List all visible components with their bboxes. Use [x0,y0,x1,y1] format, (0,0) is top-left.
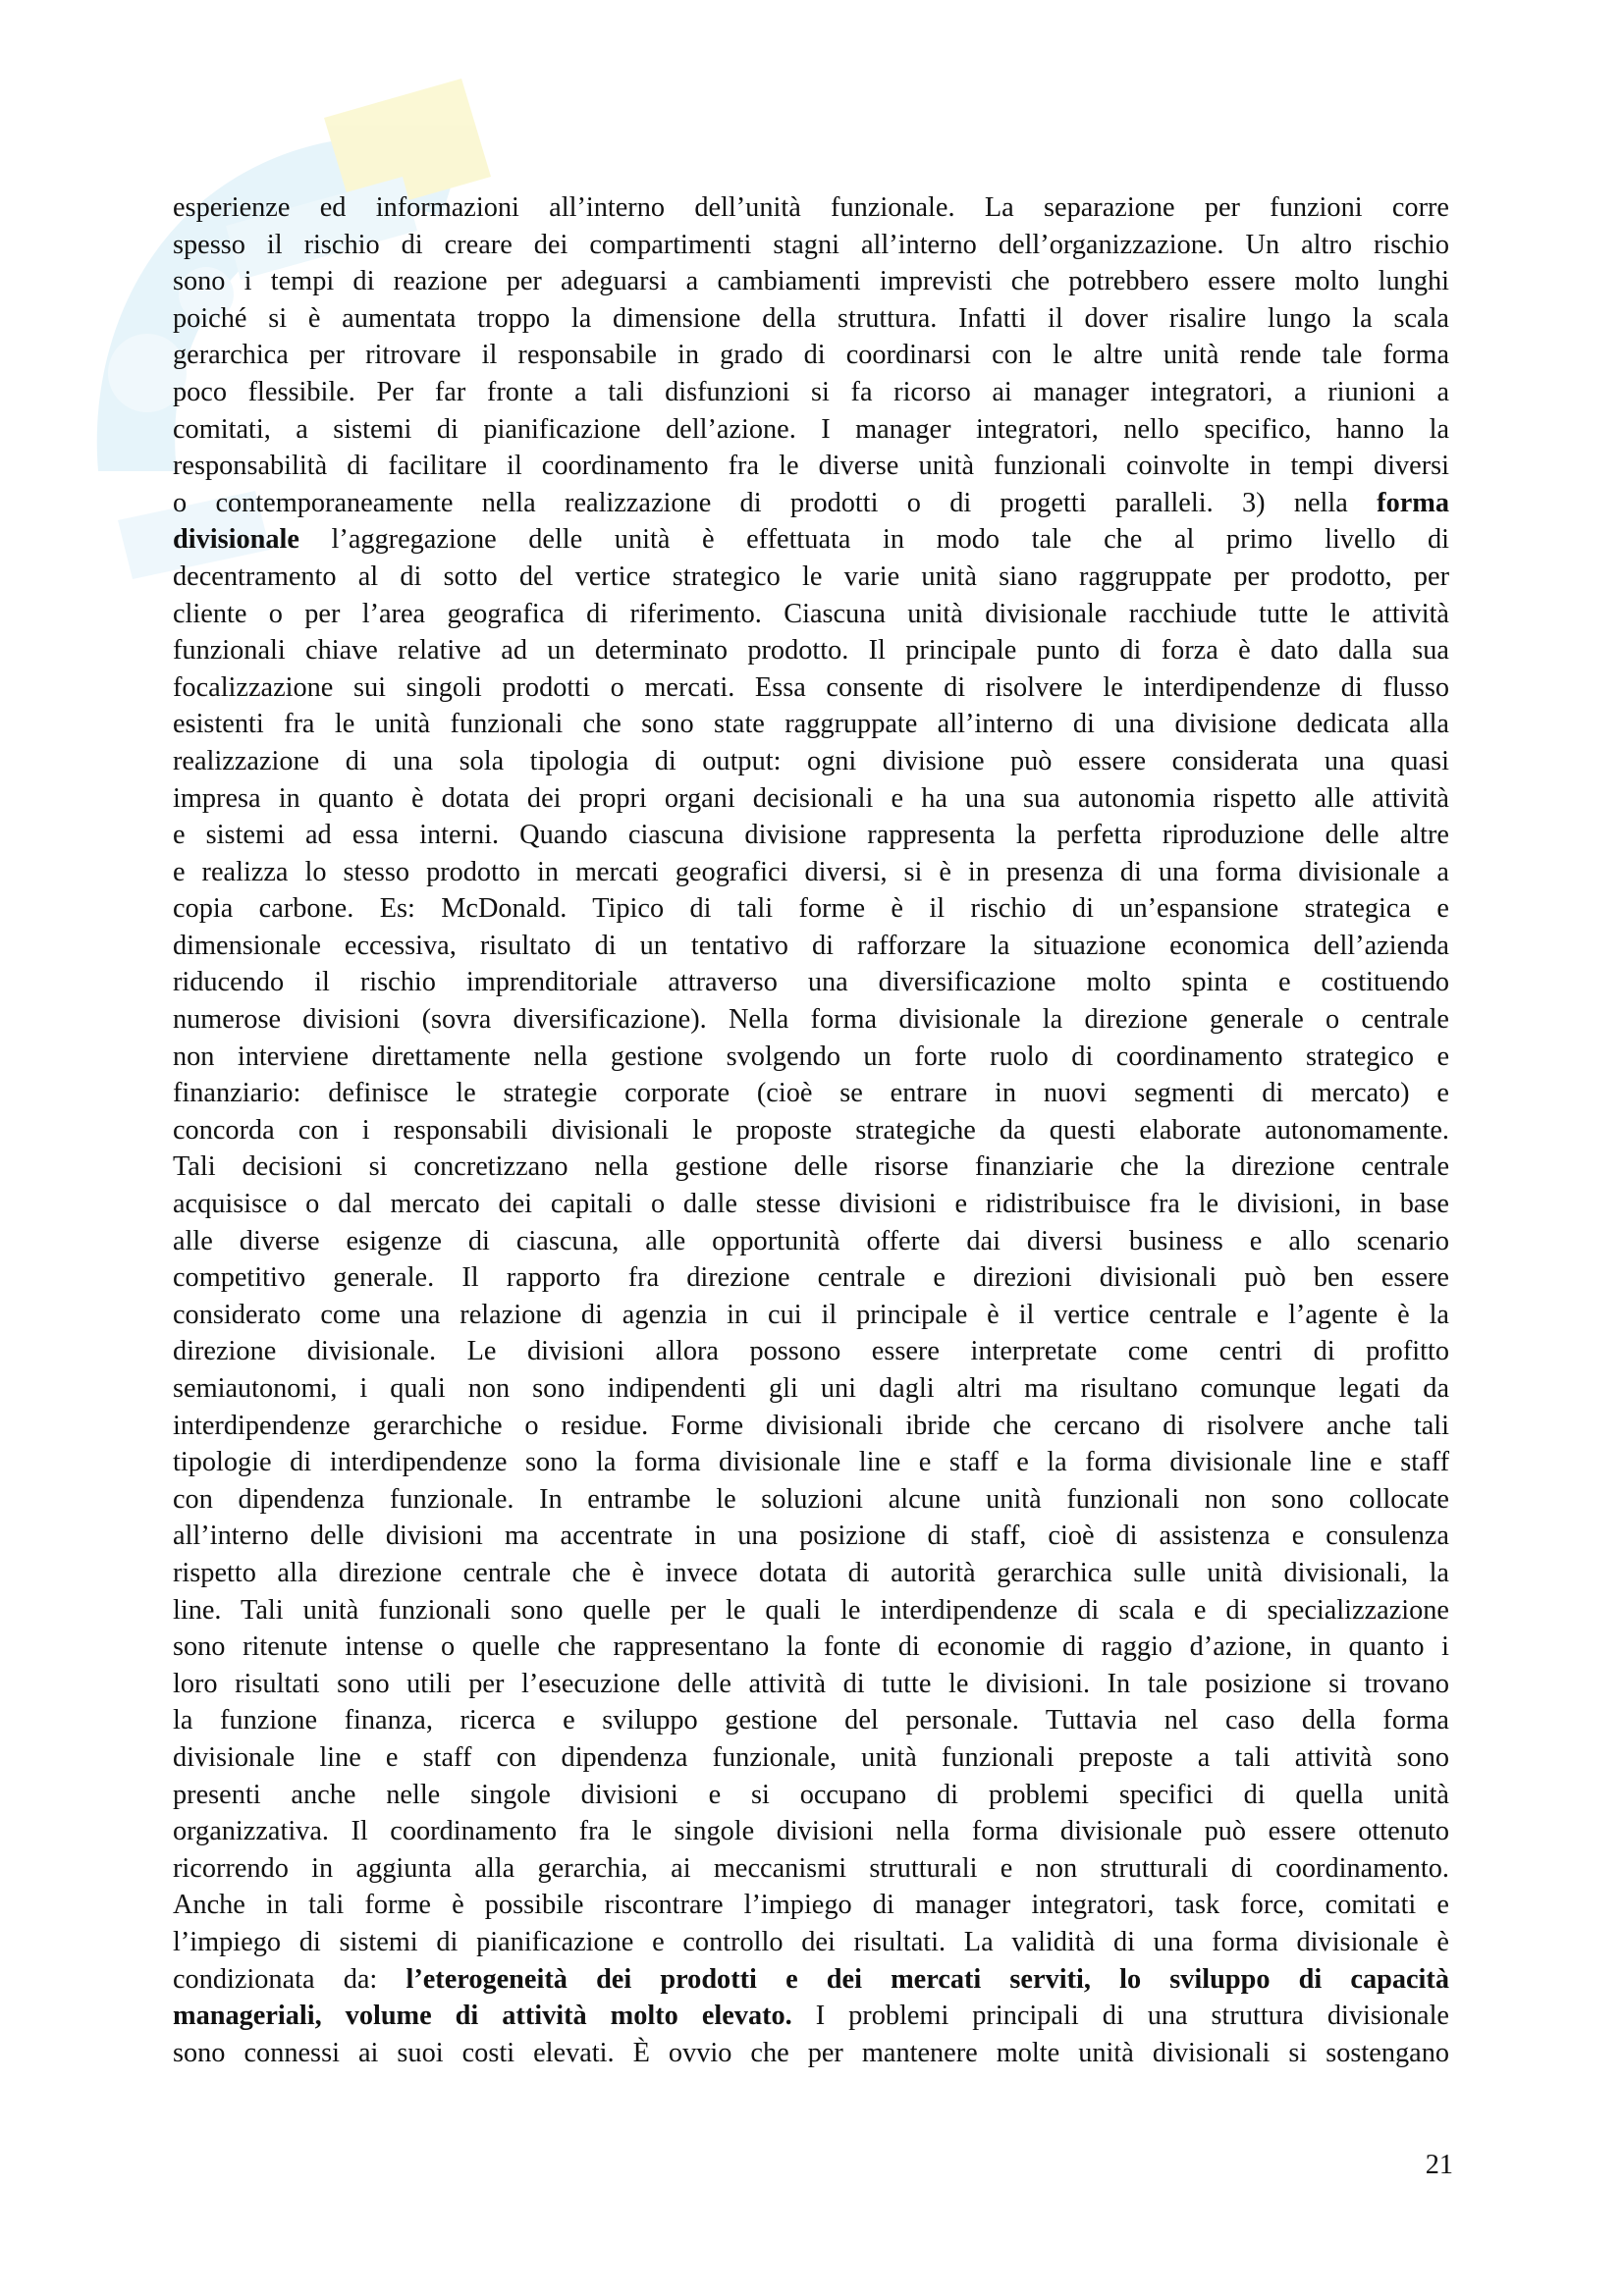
text-line [173,1629,1449,1666]
text-run: comitati, a sistemi di pianificazione dell’azione. I manager integratori, nello specifico, hanno la [173,413,1449,445]
page-number: 21 [1425,2150,1453,2180]
text-line [173,2035,1449,2072]
text-line [173,189,1449,227]
text-line [173,1333,1449,1370]
text-run: considerato come una relazione di agenzia in cui il principale è il vertice centrale e l’agente è la [173,1299,1449,1330]
text-line [173,1259,1449,1297]
text-line [173,1739,1449,1777]
text-run: alle diverse esigenze di ciascuna, alle opportunità offerte dai diversi business e allo scenario [173,1225,1449,1256]
text-line [173,1001,1449,1039]
text-line [173,1408,1449,1445]
text-run: spesso il rischio di creare dei compartimenti stagni all’interno dell’organizzazione. Un altro rischio [173,229,1449,260]
text-line [173,1186,1449,1223]
text-line [173,448,1449,485]
text-line [173,485,1449,522]
text-run: numerose divisioni (sovra diversificazione). Nella forma divisionale la direzione generale o centrale [173,1004,1449,1036]
bold-text-run: forma [1377,487,1449,518]
text-line [173,1555,1449,1592]
text-run: o contemporaneamente nella realizzazione di prodotti o di progetti paralleli. 3) nella [173,487,1378,518]
text-run: Anche in tali forme è possibile riscontrare l’impiego di manager integratori, task force, comitati e [173,1890,1449,1921]
text-run: riducendo il rischio imprenditoriale attraverso una diversificazione molto spinta e costituendo [173,967,1449,998]
text-line [173,1297,1449,1334]
text-run: sono i tempi di reazione per adeguarsi a cambiamenti imprevisti che potrebbero essere molto lunghi [173,266,1449,297]
text-line [173,1481,1449,1519]
text-line [173,374,1449,411]
text-run: gerarchica per ritrovare il responsabile in grado di coordinarsi con le altre unità rende tale forma [173,340,1449,371]
text-run: divisionale line e staff con dipendenza funzionale, unità funzionali preposte a tali attività sono [173,1741,1449,1773]
text-run: e sistemi ad essa interni. Quando ciascuna divisione rappresenta la perfetta riproduzione delle altre [173,820,1449,851]
text-run: line. Tali unità funzionali sono quelle per le quali le interdipendenze di scala e di specializzazione [173,1594,1449,1626]
text-run: rispetto alla direzione centrale che è invece dotata di autorità gerarchica sulle unità divisionali, la [173,1557,1449,1588]
text-line [173,227,1449,264]
text-run: sono ritenute intense o quelle che rappresentano la fonte di economie di raggio d’azione, in quanto i [173,1631,1449,1663]
text-line [173,300,1449,338]
text-line [173,1112,1449,1149]
text-line [173,1370,1449,1408]
text-line [173,411,1449,449]
text-line [173,521,1449,559]
text-line [173,1075,1449,1112]
text-run: dimensionale eccessiva, risultato di un tentativo di rafforzare la situazione economica dell’azienda [173,930,1449,961]
text-line [173,1961,1449,1999]
text-line [173,1592,1449,1629]
text-line [173,632,1449,669]
bold-text-run: divisionale [173,524,299,556]
text-run: la funzione finanza, ricerca e sviluppo gestione del personale. Tuttavia nel caso della forma [173,1705,1449,1736]
text-run: poco flessibile. Per far fronte a tali disfunzioni si fa ricorso ai manager integratori, a riunioni a [173,376,1449,407]
text-run: responsabilità di facilitare il coordinamento fra le diverse unità funzionali coinvolte in tempi diversi [173,451,1449,482]
text-run: tipologie di interdipendenze sono la forma divisionale line e staff e la forma divisionale line e staff [173,1447,1449,1478]
text-run: impresa in quanto è dotata dei propri organi decisionali e ha una sua autonomia rispetto alle attività [173,782,1449,814]
text-line [173,1666,1449,1703]
text-line [173,1850,1449,1888]
text-line [173,964,1449,1001]
text-line [173,1998,1449,2035]
text-run: esistenti fra le unità funzionali che sono state raggruppate all’interno di una divisione dedicata alla [173,709,1449,740]
text-line [173,706,1449,743]
text-run: l’aggregazione delle unità è effettuata in modo tale che al primo livello di [298,524,1449,556]
text-run: I problemi principali di una struttura divisionale [791,2001,1449,2032]
text-run: concorda con i responsabili divisionali le proposte strategiche da questi elaborate autonomamente. [173,1114,1449,1146]
text-line [173,1039,1449,1076]
text-line [173,559,1449,596]
text-run: cliente o per l’area geografica di riferimento. Ciascuna unità divisionale racchiude tutte le attività [173,598,1449,629]
text-line [173,780,1449,818]
text-run: realizzazione di una sola tipologia di output: ogni divisione può essere considerata una quasi [173,745,1449,776]
text-line [173,596,1449,633]
text-run: organizzativa. Il coordinamento fra le singole divisioni nella forma divisionale può essere ottenuto [173,1816,1449,1847]
text-run: direzione divisionale. Le divisioni allora possono essere interpretate come centri di profitto [173,1336,1449,1367]
text-run: decentramento al di sotto del vertice strategico le varie unità siano raggruppate per prodotto, per [173,561,1449,592]
bold-text-run: manageriali, volume di attività molto elevato. [173,2001,792,2032]
text-line [173,1777,1449,1814]
text-run: focalizzazione sui singoli prodotti o mercati. Essa consente di risolvere le interdipendenze di flusso [173,671,1449,703]
text-run: condizionata da: [173,1963,406,1995]
text-run: ricorrendo in aggiunta alla gerarchia, ai meccanismi strutturali e non strutturali di coordinamento. [173,1852,1449,1884]
text-run: non interviene direttamente nella gestione svolgendo un forte ruolo di coordinamento strategico e [173,1041,1449,1072]
text-run: poiché si è aumentata troppo la dimensione della struttura. Infatti il dover risalire lungo la scala [173,302,1449,334]
text-run: funzionali chiave relative ad un determinato prodotto. Il principale punto di forza è dato dalla sua [173,635,1449,667]
text-line [173,1813,1449,1850]
text-line [173,1887,1449,1924]
text-run: acquisisce o dal mercato dei capitali o dalle stesse divisioni e ridistribuisce fra le divisioni, in base [173,1189,1449,1220]
text-run: l’impiego di sistemi di pianificazione e controllo dei risultati. La validità di una forma divisionale è [173,1926,1449,1957]
text-run: Tali decisioni si concretizzano nella gestione delle risorse finanziarie che la direzione centrale [173,1151,1449,1183]
text-run: esperienze ed informazioni all’interno dell’unità funzionale. La separazione per funzioni corre [173,192,1449,223]
text-line [173,743,1449,780]
text-line [173,1518,1449,1555]
text-line [173,263,1449,300]
text-line [173,817,1449,854]
text-line [173,890,1449,928]
bold-text-run: l’eterogeneità dei prodotti e dei mercati serviti, lo sviluppo di capacità [406,1963,1449,1995]
text-line [173,1223,1449,1260]
text-run: semiautonomi, i quali non sono indipendenti gli uni dagli altri ma risultano comunque legati da [173,1373,1449,1404]
text-run: all’interno delle divisioni ma accentrate in una posizione di staff, cioè di assistenza e consulenza [173,1521,1449,1552]
text-run: interdipendenze gerarchiche o residue. Forme divisionali ibride che cercano di risolvere anche tali [173,1410,1449,1441]
text-line [173,337,1449,374]
document-body-text [173,189,1449,2071]
text-line [173,854,1449,891]
text-run: con dipendenza funzionale. In entrambe le soluzioni alcune unità funzionali non sono collocate [173,1483,1449,1515]
text-line [173,1444,1449,1481]
text-run: loro risultati sono utili per l’esecuzione delle attività di tutte le divisioni. In tale posizione si trovano [173,1668,1449,1699]
text-run: competitivo generale. Il rapporto fra direzione centrale e direzioni divisionali può ben essere [173,1262,1449,1294]
text-line [173,928,1449,965]
text-run: presenti anche nelle singole divisioni e si occupano di problemi specifici di quella unità [173,1779,1449,1810]
text-run: e realizza lo stesso prodotto in mercati geografici diversi, si è in presenza di una forma divisionale a [173,856,1449,887]
text-line [173,1702,1449,1739]
text-run: sono connessi ai suoi costi elevati. È ovvio che per mantenere molte unità divisionali si sostengano [173,2037,1449,2068]
text-line [173,669,1449,707]
text-run: finanziario: definisce le strategie corporate (cioè se entrare in nuovi segmenti di mercato) e [173,1078,1449,1109]
text-run: copia carbone. Es: McDonald. Tipico di tali forme è il rischio di un’espansione strategica e [173,893,1449,925]
text-line [173,1148,1449,1186]
text-line [173,1924,1449,1961]
